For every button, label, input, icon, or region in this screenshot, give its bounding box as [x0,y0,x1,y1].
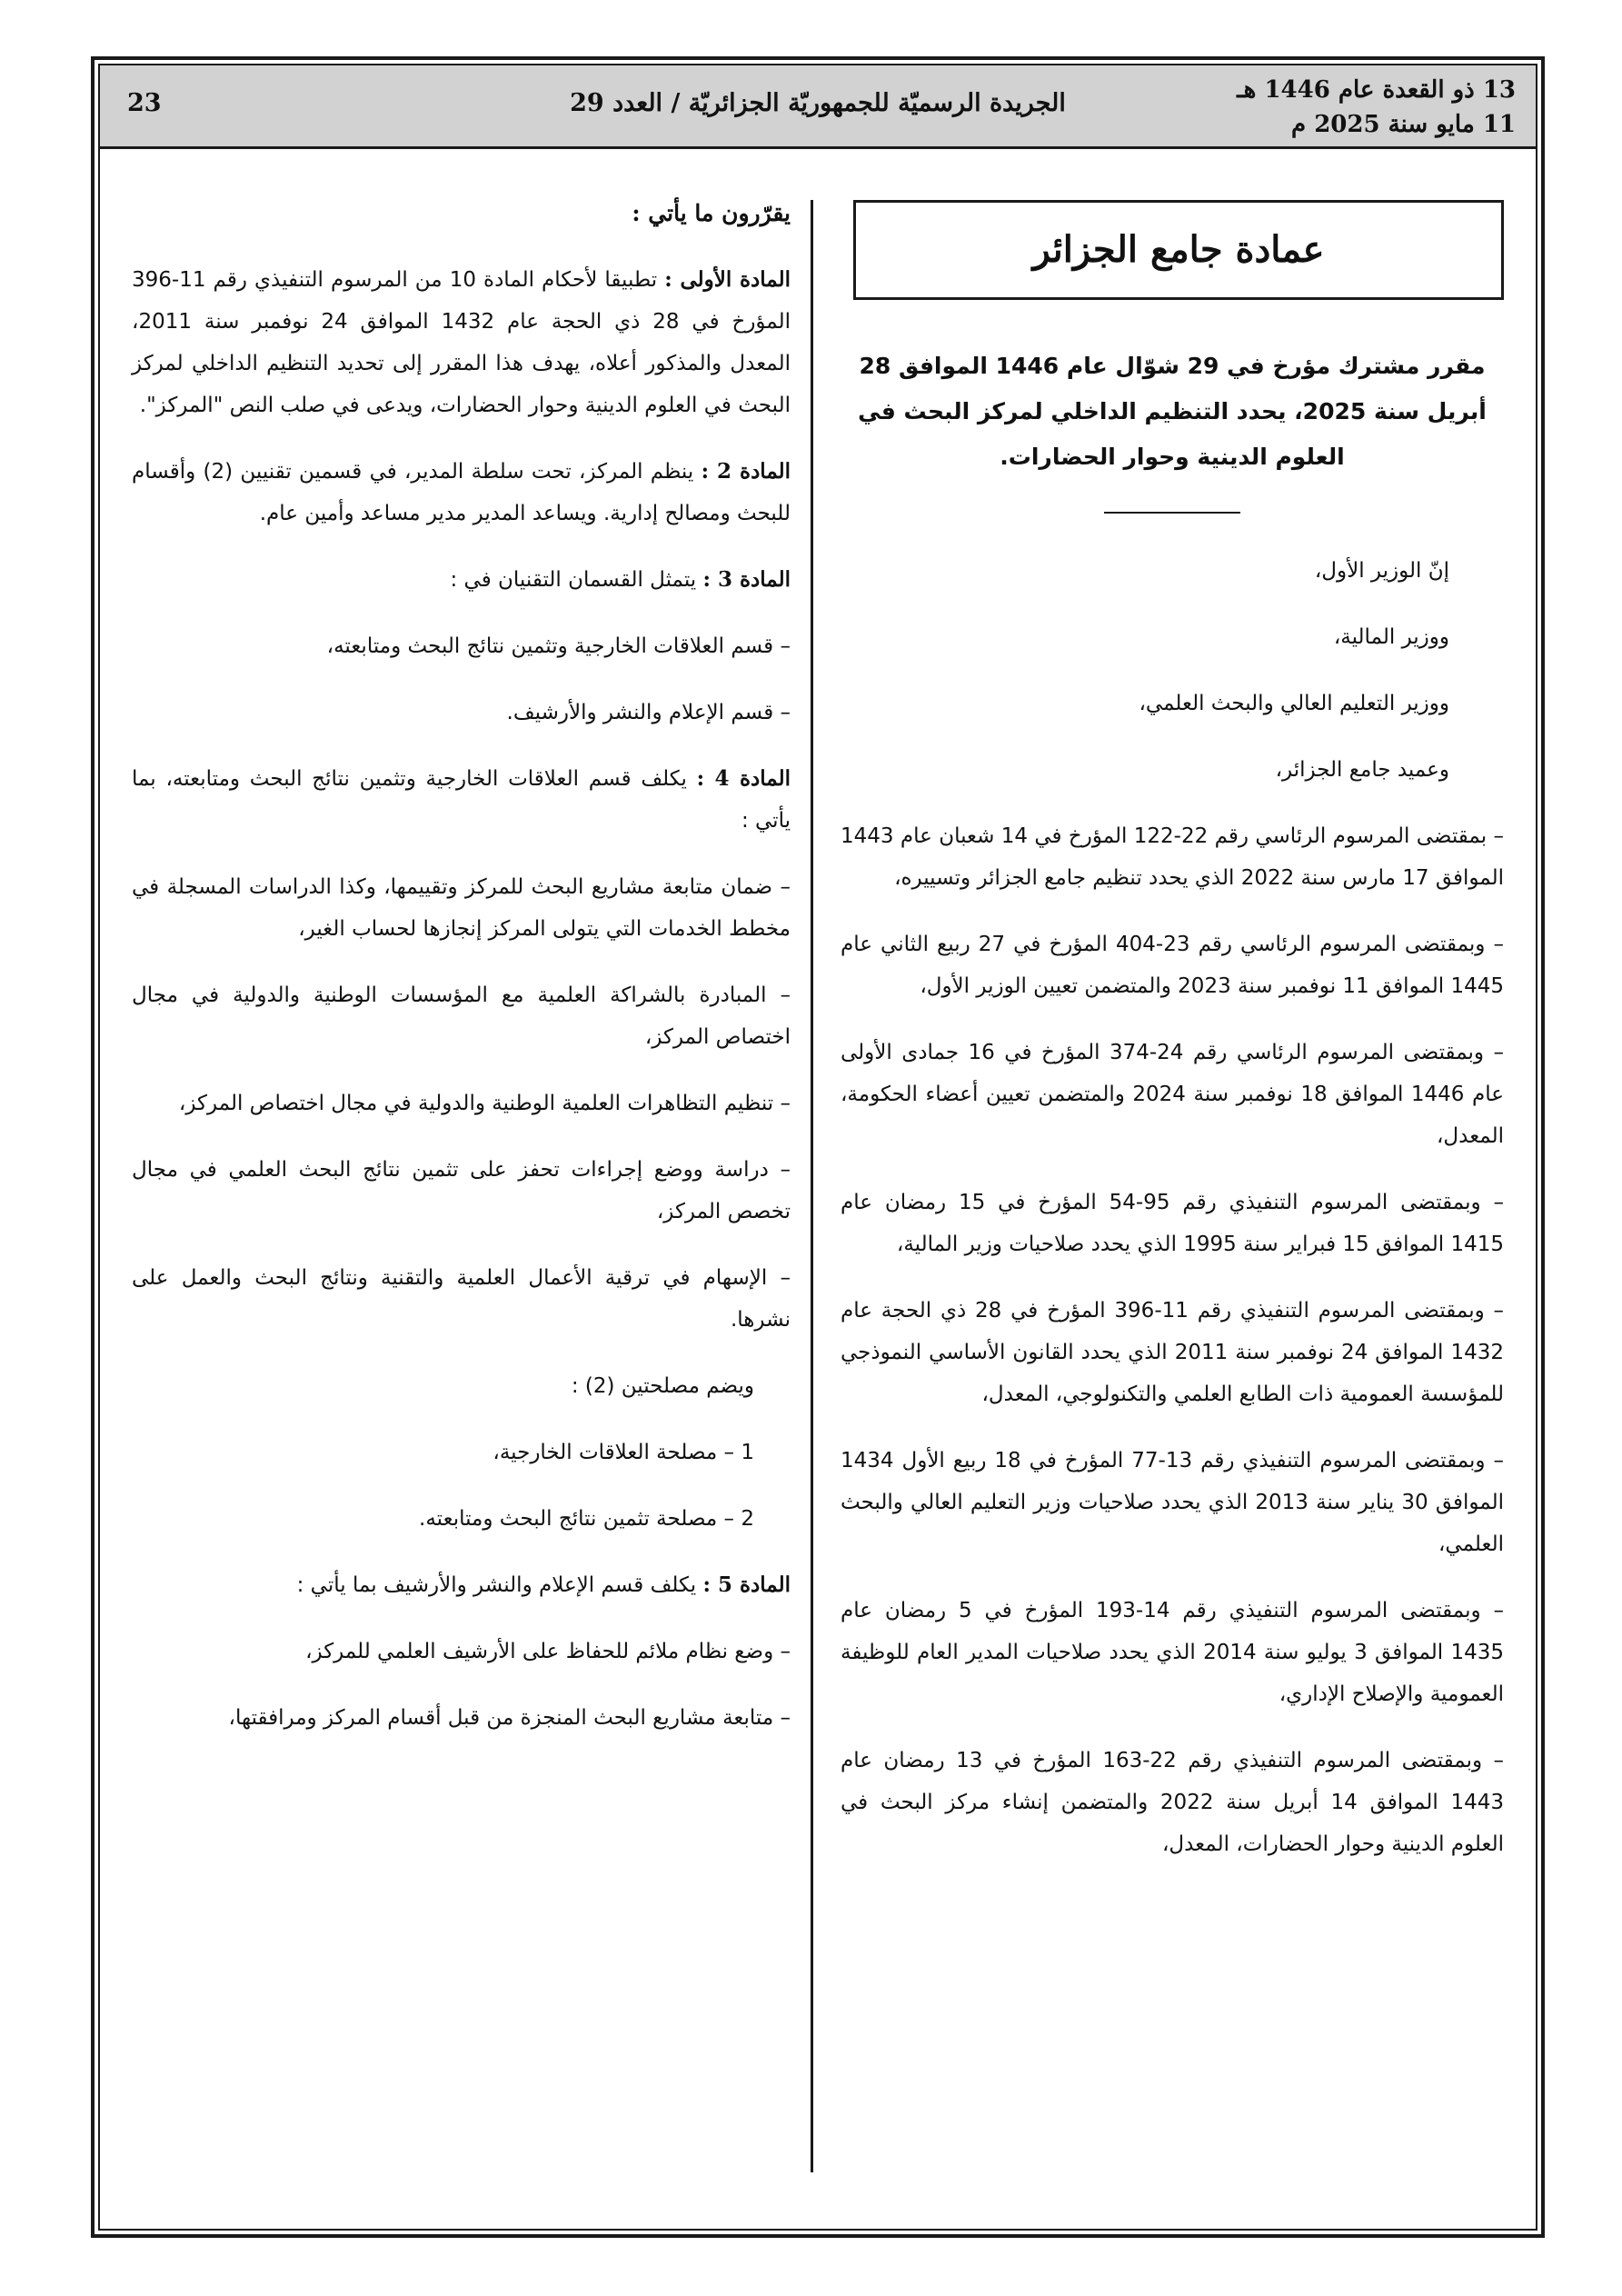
article-text: يتمثل القسمان التقنيان في : [450,568,697,592]
list-item: – قسم العلاقات الخارجية وتثمين نتائج البحث ومتابعته، [326,634,791,658]
preamble-line: ووزير التعليم العالي والبحث العلمي، [1139,692,1449,715]
gregorian-date: 11 مايو سنة 2025 م [1291,111,1516,138]
list-item: – الإسهام في ترقية الأعمال العلمية والتقنية ونتائج البحث والعمل على نشرها. [132,1266,791,1332]
consideration-paragraph: – وبمقتضى المرسوم التنفيذي رقم 13-77 المؤرخ في 18 ربيع الأول 1434 الموافق 30 يناير سنة 2013 الذي يحدد صلاحيات وزير التعليم العالي والبحث العلمي، [841,1449,1504,1556]
article-1 [132,259,791,426]
services-intro: ويضم مصلحتين (2) : [571,1374,754,1398]
article-text: يكلف قسم العلاقات الخارجية وتثمين نتائج البحث ومتابعته، بما يأتي : [132,767,791,833]
article-2 [132,451,791,534]
service-item: 1 – مصلحة العلاقات الخارجية، [493,1441,754,1464]
list-item: – متابعة مشاريع البحث المنجزة من قبل أقسام المركز ومرافقتها، [228,1706,791,1730]
preamble-line: وعميد جامع الجزائر، [1275,758,1449,782]
article-label: المادة الأولى : [664,267,791,292]
consideration-paragraph: – وبمقتضى المرسوم الرئاسي رقم 23-404 المؤرخ في 27 ربيع الثاني عام 1445 الموافق 11 نوفمبر سنة 2023 والمتضمن تعيين الوزير الأول، [841,933,1504,998]
decision-title: مقرر مشترك مؤرخ في 29 شوّال عام 1446 الموافق 28 أبريل سنة 2025، يحدد التنظيم الداخلي لمركز البحث في العلوم الدينية وحوار الحضارات. [858,353,1487,470]
article-text: تطبيقا لأحكام المادة 10 من المرسوم التنفيذي رقم 11-396 المؤرخ في 28 ذي الحجة عام 1432 الموافق 24 نوفمبر سنة 2011، المعدل والمذكور أعلاه، يهدف هذا المقرر إلى تحديد التنظيم الداخلي لمركز البحث في العلوم الدينية وحوار الحضارات، ويدعى في صلب النص "المركز". [132,268,791,417]
institution-box [853,200,1504,300]
journal-title: الجريدة الرسميّة للجمهوريّة الجزائريّة / العدد 29 [570,89,1066,117]
list-item: – المبادرة بالشراكة العلمية مع المؤسسات الوطنية والدولية في مجال اختصاص المركز، [132,983,791,1049]
article-text: يكلف قسم الإعلام والنشر والأرشيف بما يأتي : [296,1573,697,1597]
left-column [132,193,791,1763]
consideration-paragraph: – بمقتضى المرسوم الرئاسي رقم 22-122 المؤرخ في 14 شعبان عام 1443 الموافق 17 مارس سنة 2022 الذي يحدد تنظيم جامع الجزائر وتسييره، [841,824,1504,890]
column-divider [811,200,813,2172]
article-label: المادة 5 : [702,1572,791,1597]
list-item: – ضمان متابعة مشاريع البحث للمركز وتقييمها، وكذا الدراسات المسجلة في مخطط الخدمات التي يتولى المركز إنجازها لحساب الغير، [132,875,791,941]
decide-heading: يقرّرون ما يأتي : [632,200,791,226]
consideration-paragraph: – وبمقتضى المرسوم التنفيذي رقم 11-396 المؤرخ في 28 ذي الحجة عام 1432 الموافق 24 نوفمبر سنة 2011 الذي يحدد القانون الأساسي النموذجي للمؤسسة العمومية ذات الطابع العلمي والتكنولوجي، المعدل، [841,1299,1505,1406]
hijri-date: 13 ذو القعدة عام 1446 هـ [1237,76,1516,104]
journal-header [100,65,1536,149]
list-item: – تنظيم التظاهرات العلمية الوطنية والدولية في مجال اختصاص المركز، [178,1092,791,1115]
list-item: – وضع نظام ملائم للحفاظ على الأرشيف العلمي للمركز، [305,1640,791,1663]
preamble-line: ووزير المالية، [1333,625,1449,649]
consideration-paragraph: – وبمقتضى المرسوم الرئاسي رقم 24-374 المؤرخ في 16 جمادى الأولى عام 1446 الموافق 18 نوفمبر سنة 2024 والمتضمن تعيين أعضاء الحكومة، المعدل، [841,1041,1504,1148]
article-3 [132,559,791,601]
title-separator [1104,512,1240,514]
preamble-line: إنّ الوزير الأول، [1314,559,1449,583]
institution-title: عمادة جامع الجزائر [1032,228,1325,271]
right-column [841,191,1504,1890]
list-item: – قسم الإعلام والنشر والأرشيف. [506,701,791,724]
article-label: المادة 3 : [702,567,791,592]
consideration-paragraph: – وبمقتضى المرسوم التنفيذي رقم 95-54 المؤرخ في 15 رمضان عام 1415 الموافق 15 فبراير سنة 1995 الذي يحدد صلاحيات وزير المالية، [841,1191,1504,1256]
article-5 [132,1564,791,1606]
consideration-paragraph: – وبمقتضى المرسوم التنفيذي رقم 14-193 المؤرخ في 5 رمضان عام 1435 الموافق 3 يوليو سنة 2014 الذي يحدد صلاحيات المدير العام للوظيفة العمومية والإصلاح الإداري، [841,1599,1504,1706]
consideration-paragraph: – وبمقتضى المرسوم التنفيذي رقم 22-163 المؤرخ في 13 رمضان عام 1443 الموافق 14 أبريل سنة 2022 والمتضمن إنشاء مركز البحث في العلوم الدينية وحوار الحضارات، المعدل، [841,1749,1505,1856]
article-label: المادة 4 : [696,766,791,791]
article-text: ينظم المركز، تحت سلطة المدير، في قسمين تقنيين (2) وأقسام للبحث ومصالح إدارية. ويساعد المدير مدير مساعد وأمين عام. [132,460,791,525]
article-label: المادة 2 : [701,459,791,484]
article-4 [132,758,791,842]
page-number: 23 [127,89,162,117]
list-item: – دراسة ووضع إجراءات تحفز على تثمين نتائج البحث العلمي في مجال تخصص المركز، [132,1158,791,1223]
service-item: 2 – مصلحة تثمين نتائج البحث ومتابعته. [419,1507,754,1531]
